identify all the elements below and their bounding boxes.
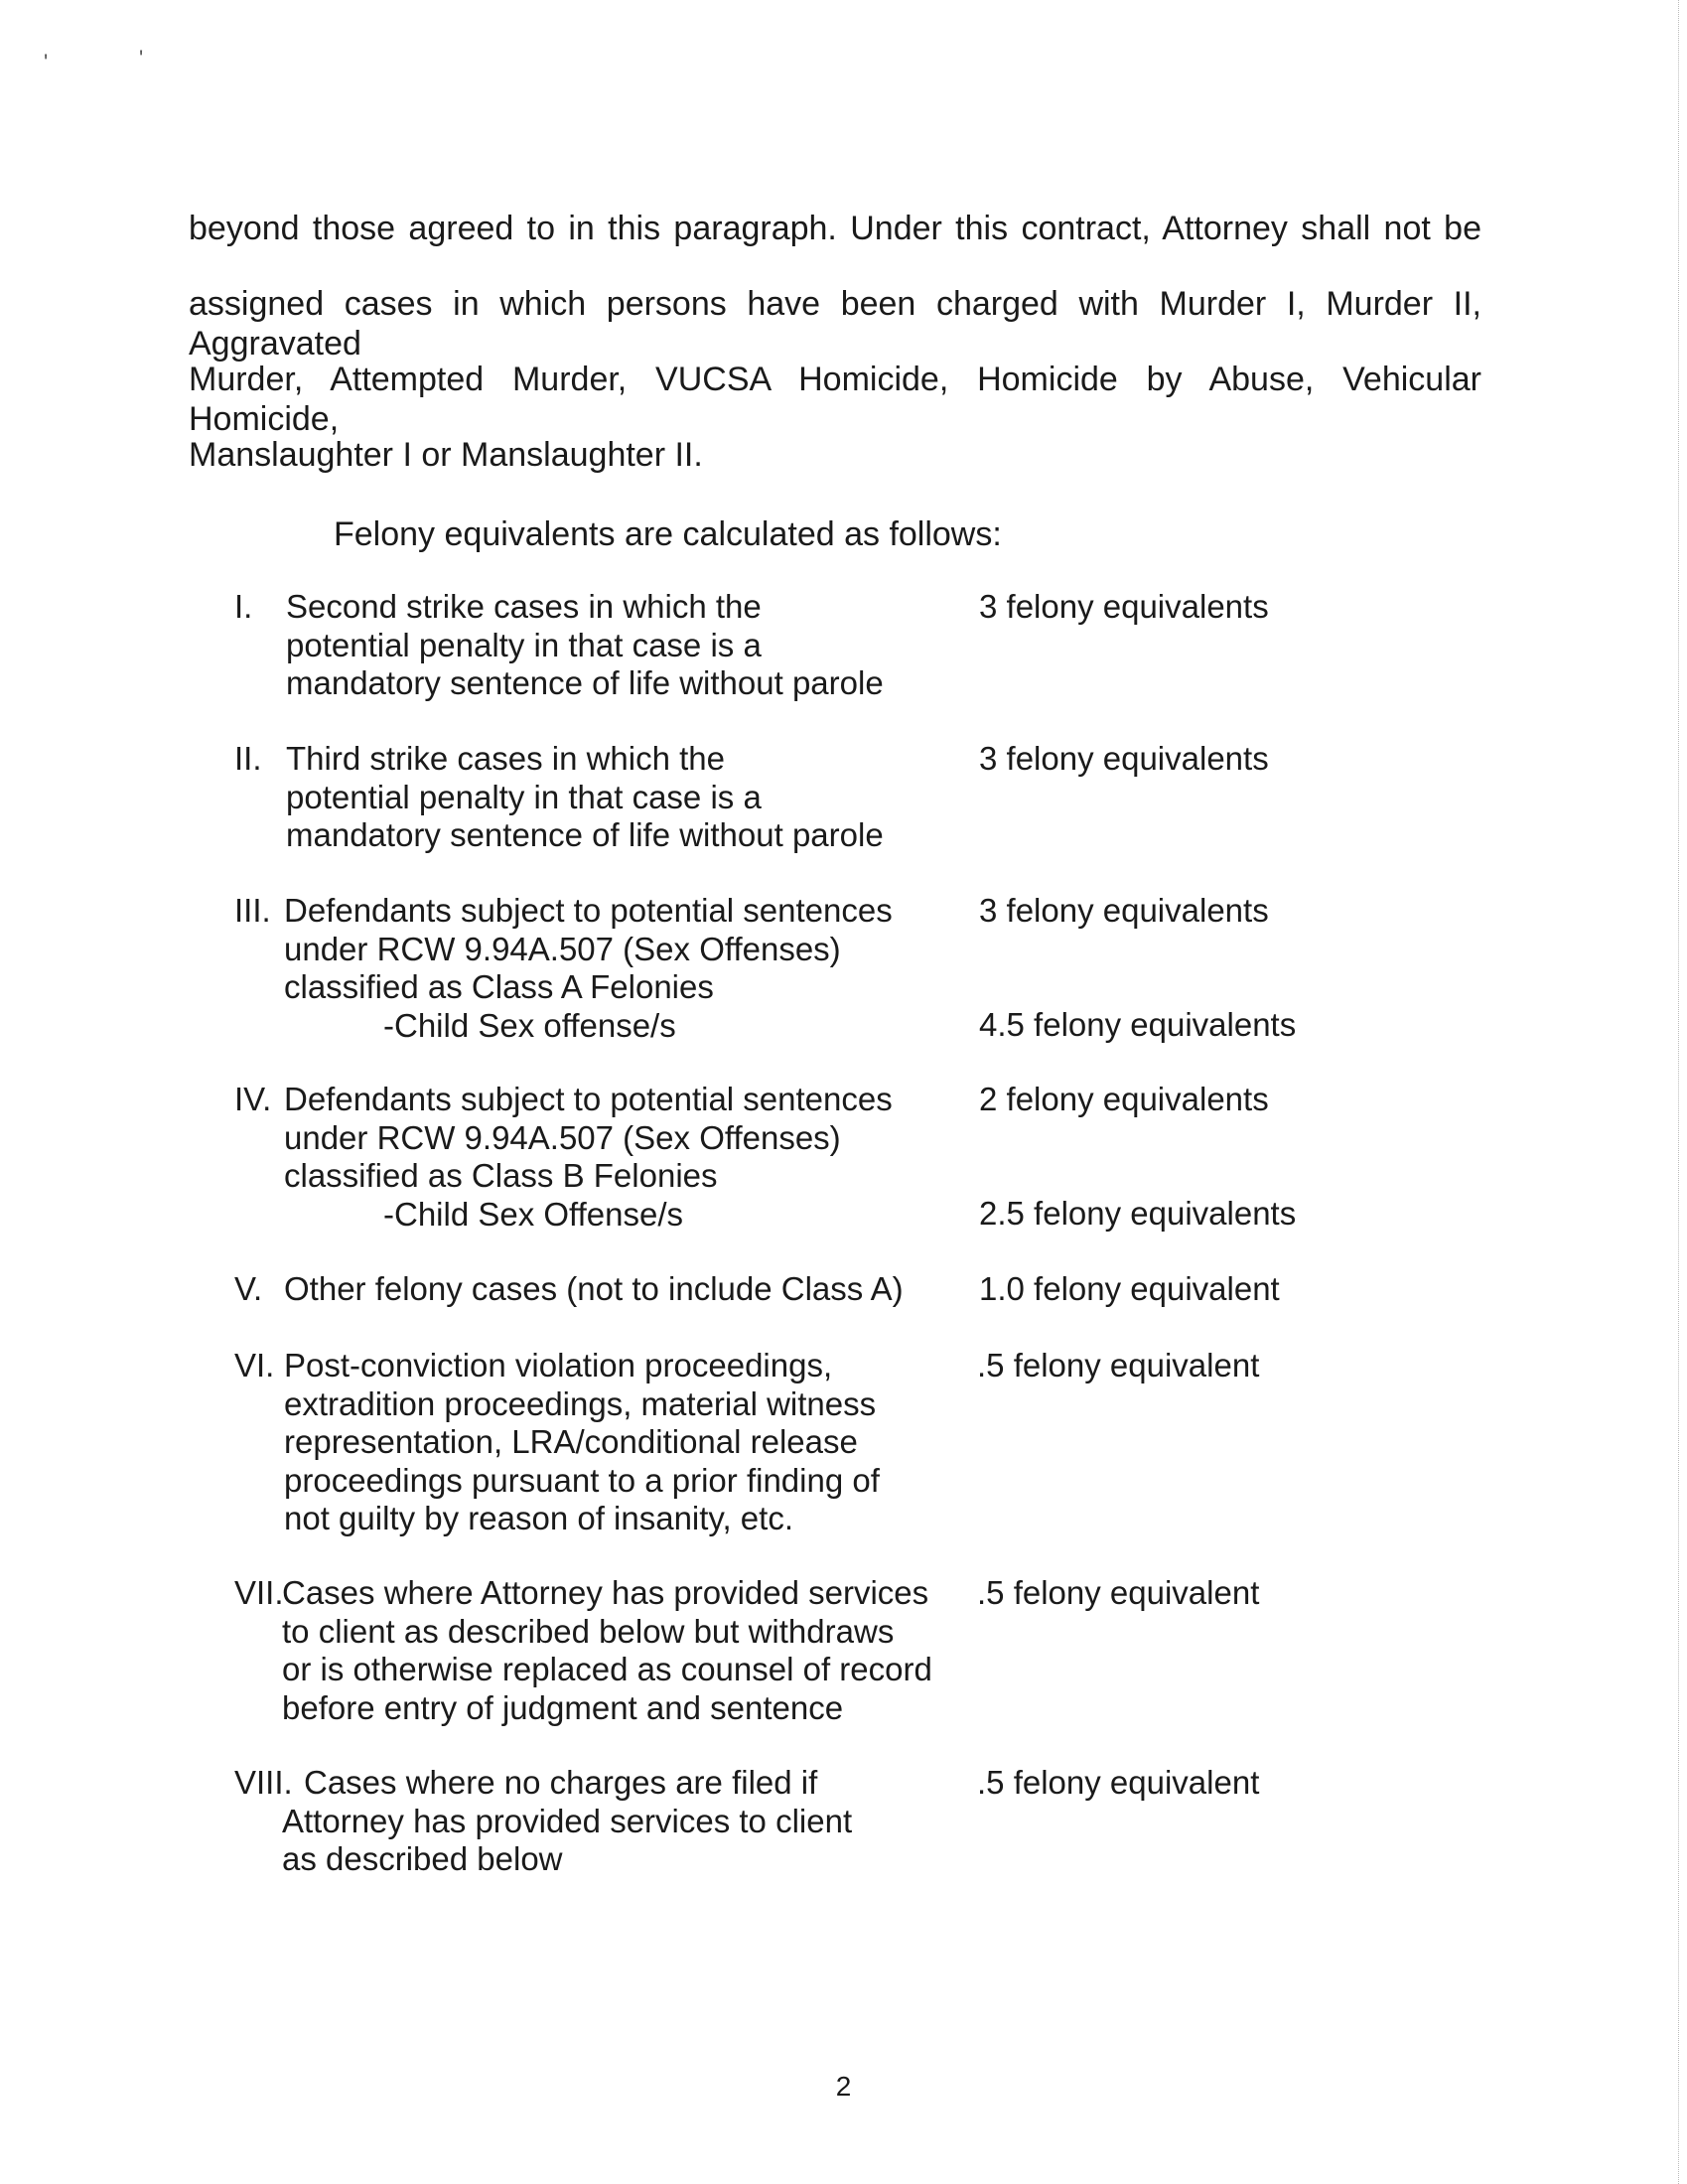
item-description: Cases where no charges are filed if Attorney has provided services to client as described below [282, 1764, 853, 1877]
scan-artifact: ' [139, 46, 144, 71]
scan-artifact: ' [44, 50, 49, 74]
item-value: 2 felony equivalents [979, 1081, 1269, 1117]
item-sub-value: 4.5 felony equivalents [979, 1006, 1297, 1043]
list-intro: Felony equivalents are calculated as follows: [334, 515, 1002, 553]
item-value: .5 felony equivalent [977, 1764, 1260, 1801]
item-value: 3 felony equivalents [979, 588, 1269, 625]
paragraph-line: Murder, Attempted Murder, VUCSA Homicide, Homicide by Abuse, Vehicular Homicide, [189, 361, 1481, 438]
paragraph-line: assigned cases in which persons have been charged with Murder I, Murder II, Aggravated [189, 285, 1481, 363]
paragraph-line: beyond those agreed to in this paragraph. Under this contract, Attorney shall not be [189, 210, 1481, 247]
item-value: 1.0 felony equivalent [979, 1270, 1280, 1307]
item-numeral: VI. [234, 1347, 275, 1383]
item-description: Cases where Attorney has provided services to client as described below but withdraws or is otherwise replaced as counsel of record before entry of judgment and sentence [282, 1574, 932, 1726]
item-numeral: IV. [234, 1081, 272, 1117]
item-value: .5 felony equivalent [977, 1347, 1260, 1383]
paragraph-line: Manslaughter I or Manslaughter II. [189, 436, 703, 474]
item-value: 3 felony equivalents [979, 740, 1269, 777]
item-description: Post-conviction violation proceedings, extradition proceedings, material witness representation, LRA/conditional release proceedings pursuant to a prior finding of not guilty by reason of insanity, etc. [284, 1347, 880, 1536]
page-number: 2 [835, 2071, 852, 2102]
item-description: Third strike cases in which the potential penalty in that case is a mandatory sentence of life without parole [286, 740, 884, 853]
item-description: Defendants subject to potential sentences under RCW 9.94A.507 (Sex Offenses) classified as Class B Felonies -Child Sex Offense/s [284, 1081, 893, 1233]
item-numeral: II. [234, 740, 262, 777]
item-sub-line: -Child Sex offense/s [383, 1006, 676, 1044]
item-description: Other felony cases (not to include Class A) [284, 1270, 904, 1307]
item-description: Second strike cases in which the potential penalty in that case is a mandatory sentence of life without parole [286, 588, 884, 701]
item-numeral: VIII. [234, 1764, 293, 1801]
item-numeral: V. [234, 1270, 263, 1307]
item-sub-value: 2.5 felony equivalents [979, 1195, 1297, 1232]
item-numeral: III. [234, 892, 271, 929]
item-value: 3 felony equivalents [979, 892, 1269, 929]
item-numeral: I. [234, 588, 253, 625]
item-numeral: VII. [234, 1574, 284, 1611]
item-sub-line: -Child Sex Offense/s [383, 1195, 684, 1233]
item-description: Defendants subject to potential sentences under RCW 9.94A.507 (Sex Offenses) classified as Class A Felonies -Child Sex offense/s [284, 892, 893, 1044]
page-edge [1678, 0, 1681, 2184]
item-value: .5 felony equivalent [977, 1574, 1260, 1611]
